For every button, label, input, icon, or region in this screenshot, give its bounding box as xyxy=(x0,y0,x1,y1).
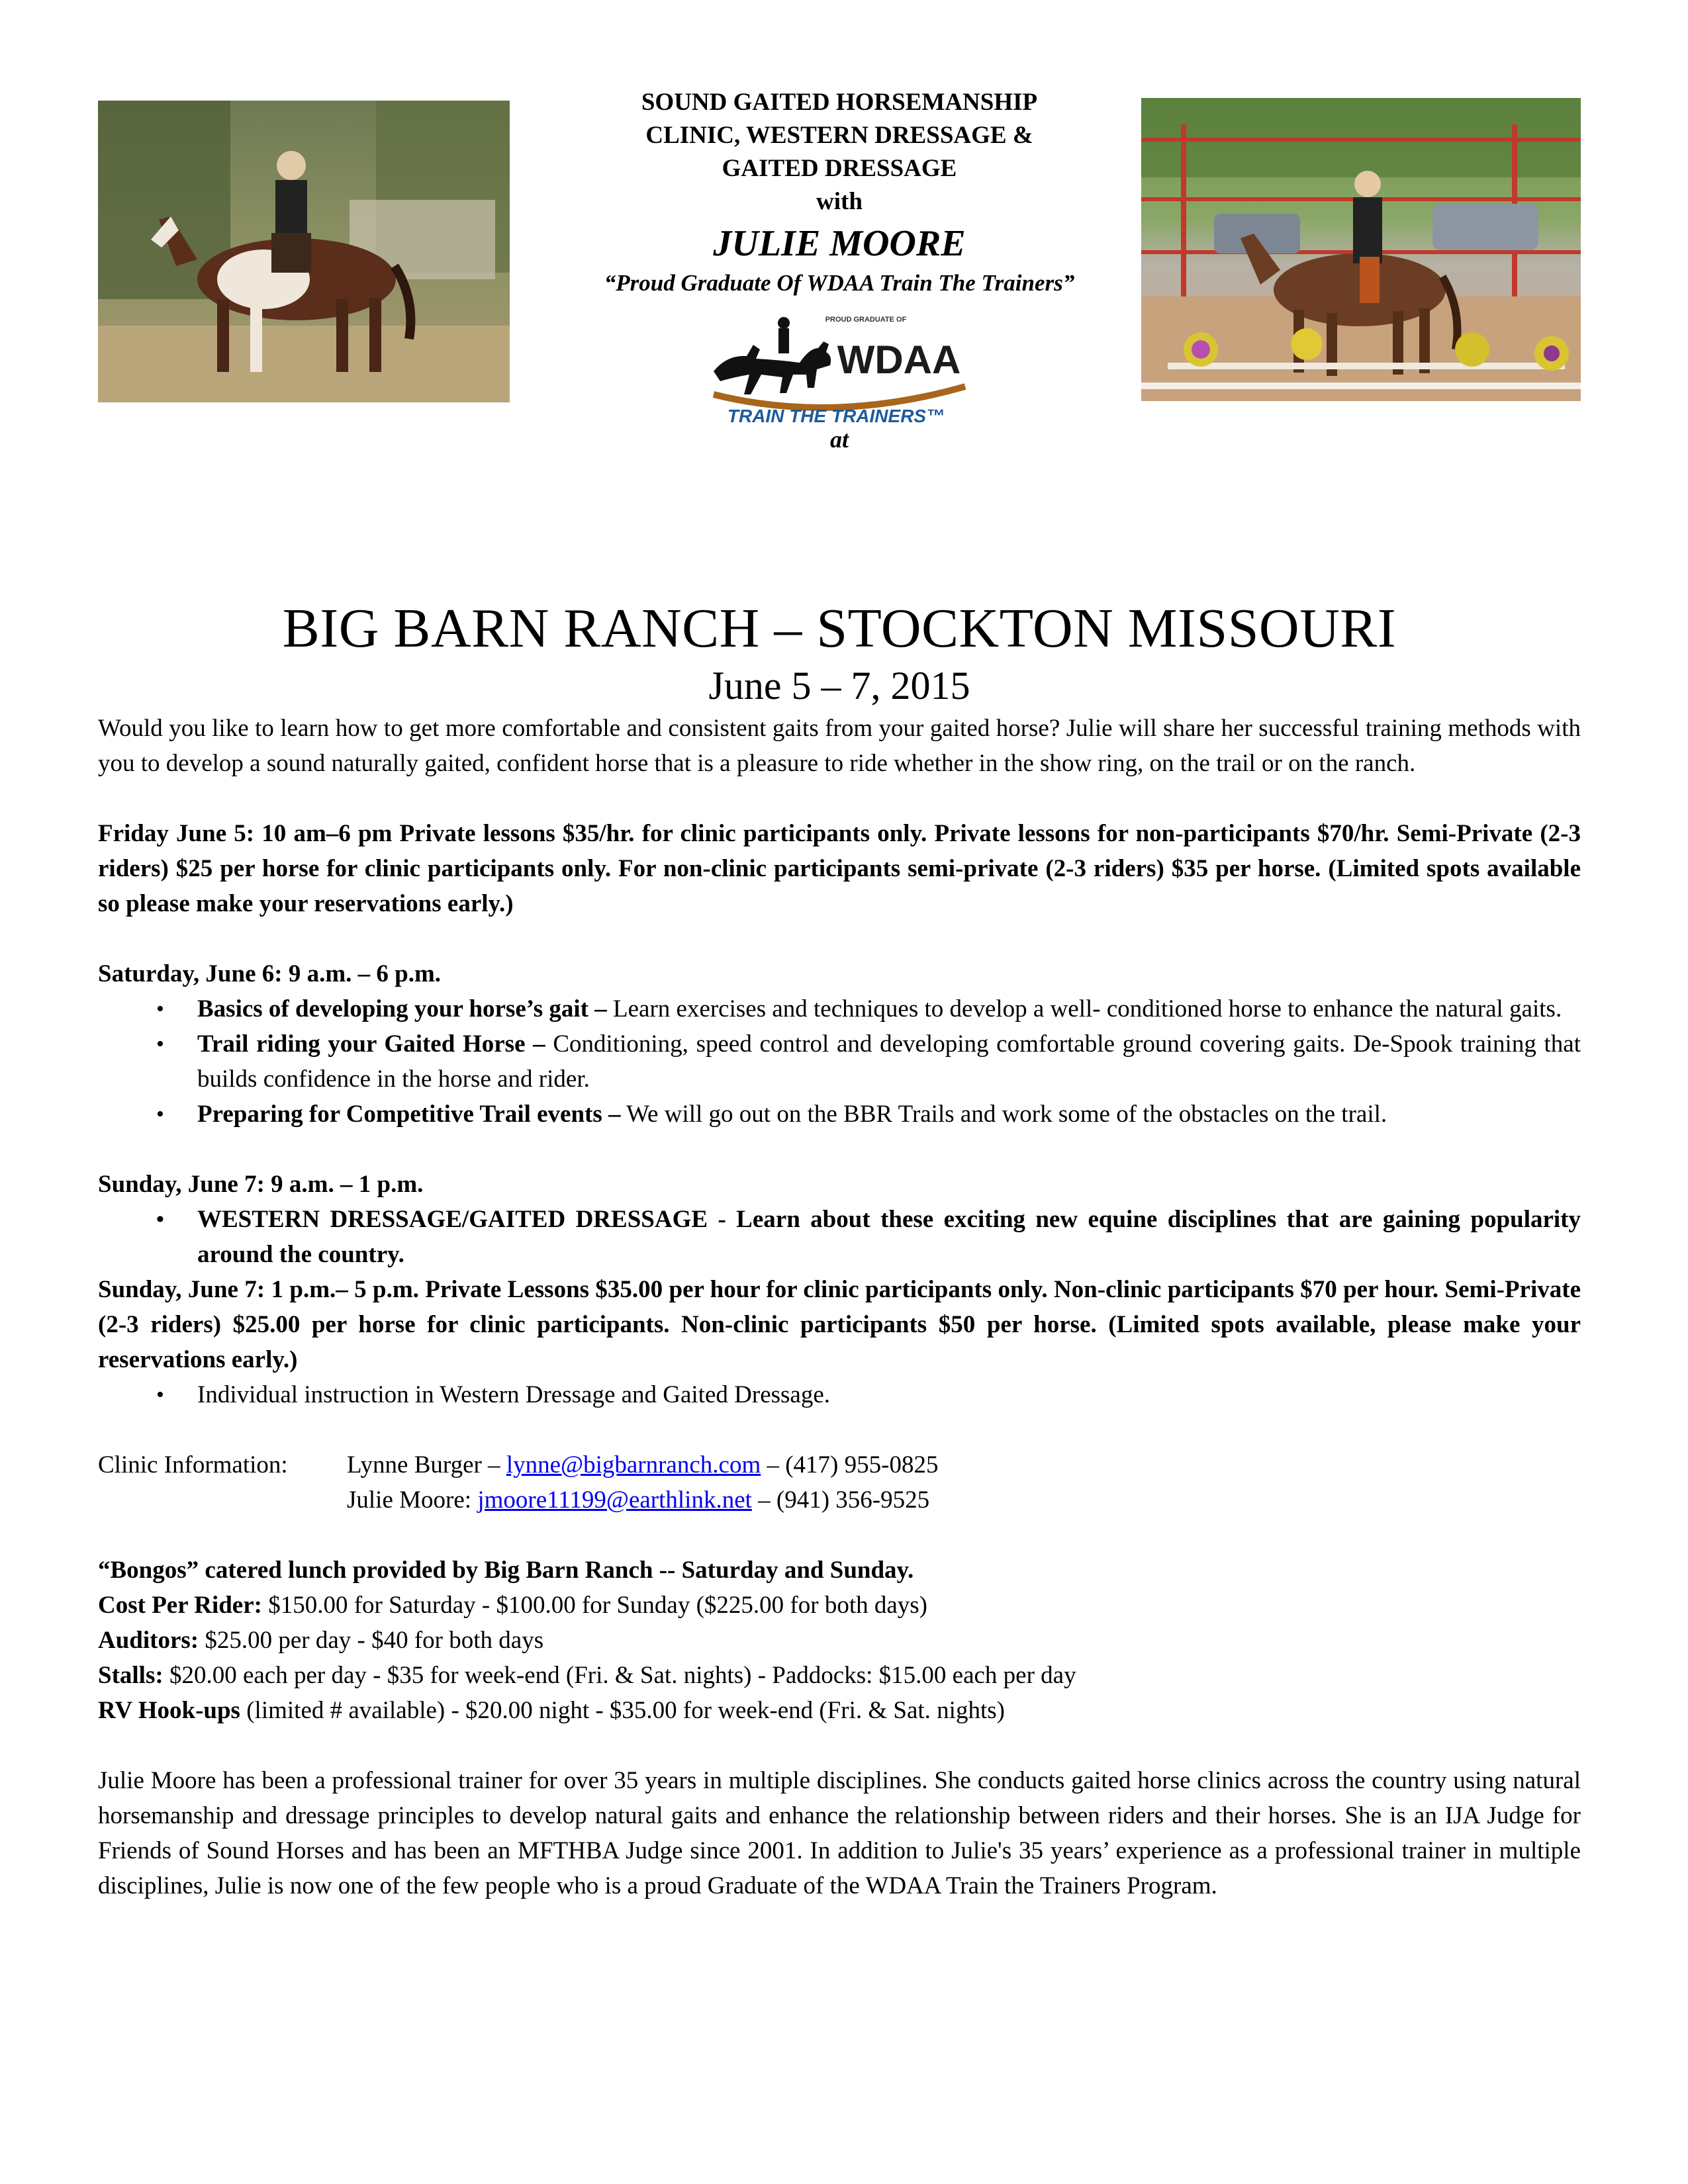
bullet-icon: • xyxy=(156,997,164,1021)
cost-section xyxy=(98,1553,1581,1728)
ranch-title: BIG BARN RANCH – STOCKTON MISSOURI xyxy=(282,598,1397,659)
contact-phone: – (417) 955-0825 xyxy=(761,1451,939,1479)
rider-photo-right xyxy=(1141,98,1581,401)
heading-line-4: with xyxy=(816,188,863,215)
bullet-icon: • xyxy=(156,1207,164,1232)
heading-line-2: CLINIC, WESTERN DRESSAGE & xyxy=(645,122,1033,149)
intro-paragraph: Would you like to learn how to get more comfortable and consistent gaits from your gaited horse? Julie will share her successful training methods with you to develop a sound naturally gaited, confident horse that is a pleasure to ride whether in the show ring, on the trail or on the ranch. xyxy=(98,715,1581,777)
sunday-heading: Sunday, June 7: 9 a.m. – 1 p.m. xyxy=(98,1171,424,1198)
trainer-name: JULIE MOORE xyxy=(713,223,966,264)
cost-label: Stalls: xyxy=(98,1662,164,1689)
contact-email-link[interactable]: lynne@bigbarnranch.com xyxy=(506,1451,761,1479)
cost-label: RV Hook-ups xyxy=(98,1697,240,1724)
cost-label: Auditors: xyxy=(98,1627,199,1654)
list-item-text: Individual instruction in Western Dressage and Gaited Dressage. xyxy=(197,1381,831,1408)
heading-at: at xyxy=(829,426,849,453)
contact-phone: – (941) 356-9525 xyxy=(751,1486,930,1514)
cost-per-rider xyxy=(98,1588,1581,1623)
cost-value: $150.00 for Saturday - $100.00 for Sunday ($225.00 for both days) xyxy=(261,1592,927,1619)
contact-name: Julie Moore: xyxy=(347,1486,478,1514)
list-item-text: Learn exercises and techniques to develop a well- conditioned horse to enhance the natural gaits. xyxy=(606,995,1562,1023)
list-item xyxy=(98,991,1581,1026)
clinic-date: June 5 – 7, 2015 xyxy=(708,664,970,707)
contact-email-link[interactable]: jmoore11199@earthlink.net xyxy=(477,1486,752,1514)
contact-label: Clinic Information: xyxy=(98,1451,288,1479)
logo-top-text: PROUD GRADUATE OF xyxy=(825,316,907,324)
trainer-quote: “Proud Graduate Of WDAA Train The Trainers” xyxy=(604,270,1075,296)
cost-auditors xyxy=(98,1623,1581,1658)
list-item xyxy=(98,1026,1581,1097)
list-item-title: Trail riding your Gaited Horse – xyxy=(197,1030,545,1058)
list-item xyxy=(98,1377,1581,1412)
contact-name: Lynne Burger – xyxy=(347,1451,506,1479)
clinic-contact xyxy=(98,1447,1581,1518)
sunday-list xyxy=(98,1202,1581,1272)
header xyxy=(98,86,1581,483)
friday-schedule: Friday June 5: 10 am–6 pm Private lessons $35/hr. for clinic participants only. Private lessons for non-participants $70/hr. Semi-Private (2-3 riders) $25 per horse for clinic participants only. For non-clinic participants semi-private (2-3 riders) $35 per horse. (Limited spots available so please make your reservations early.) xyxy=(98,820,1581,917)
trainer-bio: Julie Moore has been a professional trainer for over 35 years in multiple disciplines. She conducts gaited horse clinics across the country using natural horsemanship and dressage principles to develop natural gaits and enhance the relationship between riders and their horses. She is an IJA Judge for Friends of Sound Horses and has been an MFTHBA Judge since 2001. In addition to Julie's 35 years’ experience as a professional trainer in multiple disciplines, Julie is now one of the few people who is a proud Graduate of the WDAA Train the Trainers Program. xyxy=(98,1767,1581,1899)
list-item-text: Conditioning, speed control and developing comfortable ground covering gaits. De-Spook training that builds confidence in the horse and rider. xyxy=(197,1030,1581,1093)
bullet-icon: • xyxy=(156,1383,164,1407)
heading-line-3: GAITED DRESSAGE xyxy=(722,155,957,182)
flyer-page xyxy=(98,86,1581,1903)
bullet-icon: • xyxy=(156,1032,164,1056)
list-item-title: Preparing for Competitive Trail events – xyxy=(197,1101,621,1128)
cost-label: Cost Per Rider: xyxy=(98,1592,262,1619)
list-item xyxy=(98,1202,1581,1272)
rider-photo-left xyxy=(98,101,510,402)
wdaa-logo xyxy=(700,308,978,428)
lunch-note: “Bongos” catered lunch provided by Big Barn Ranch -- Saturday and Sunday. xyxy=(98,1557,914,1584)
cost-value: $25.00 per day - $40 for both days xyxy=(199,1627,544,1654)
list-item-text: We will go out on the BBR Trails and work some of the obstacles on the trail. xyxy=(620,1101,1387,1128)
heading-line-1: SOUND GAITED HORSEMANSHIP xyxy=(641,89,1038,116)
list-item xyxy=(98,1097,1581,1132)
sunday-individual-list xyxy=(98,1377,1581,1412)
list-item-text: WESTERN DRESSAGE/GAITED DRESSAGE - Learn about these exciting new equine disciplines that are gaining popularity around the country. xyxy=(197,1206,1581,1268)
cost-rv xyxy=(98,1693,1581,1728)
cost-stalls xyxy=(98,1658,1581,1693)
list-item-title: Basics of developing your horse’s gait – xyxy=(197,995,607,1023)
clinic-heading xyxy=(469,86,1210,454)
cost-value: (limited # available) - $20.00 night - $35.00 for week-end (Fri. & Sat. nights) xyxy=(240,1697,1005,1724)
sunday-private-lessons: Sunday, June 7: 1 p.m.– 5 p.m. Private Lessons $35.00 per hour for clinic participants only. Non-clinic participants $70 per hour. Semi-Private (2-3 riders) $25.00 per horse for clinic participants. Non-clinic participants $50 per horse. (Limited spots available, please make your reservations early.) xyxy=(98,1276,1581,1373)
saturday-heading: Saturday, June 6: 9 a.m. – 6 p.m. xyxy=(98,960,442,987)
cost-value: $20.00 each per day - $35 for week-end (Fri. & Sat. nights) - Paddocks: $15.00 each per day xyxy=(163,1662,1076,1689)
logo-main-text: WDAA xyxy=(837,338,961,382)
bullet-icon: • xyxy=(156,1102,164,1126)
saturday-list xyxy=(98,991,1581,1132)
logo-sub-text: TRAIN THE TRAINERS™ xyxy=(727,406,945,426)
